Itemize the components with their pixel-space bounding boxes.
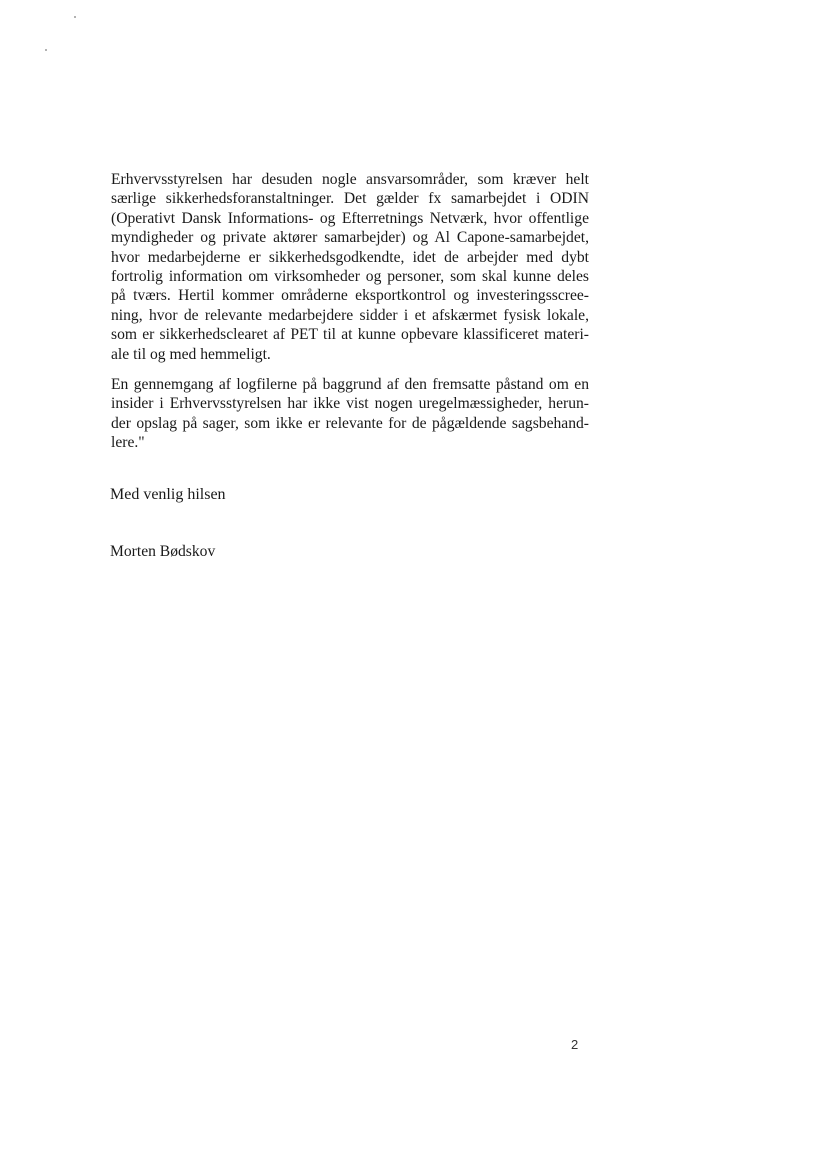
signature-name: Morten Bødskov xyxy=(110,543,216,560)
text-line: ale til og med hemmeligt. xyxy=(111,345,271,363)
text-line: fortrolig information om virksomheder og personer, som skal kunne deles xyxy=(111,268,589,286)
scan-speck xyxy=(45,49,47,51)
text-line: lere." xyxy=(111,434,145,452)
text-line: myndigheder og private aktører samarbejder) og Al Capone-samarbejdet, xyxy=(111,229,589,247)
scan-speck xyxy=(74,16,76,18)
text-line: (Operativt Dansk Informations- og Efterretnings Netværk, hvor offentlige xyxy=(111,209,589,227)
closing-salutation: Med venlig hilsen xyxy=(110,486,226,503)
text-line: hvor medarbejderne er sikkerhedsgodkendte, idet de arbejder med dybt xyxy=(111,248,589,266)
text-line: som er sikkerhedsclearet af PET til at kunne opbevare klassificeret materi- xyxy=(111,326,589,344)
text-line: insider i Erhvervsstyrelsen har ikke vist nogen uregelmæssigheder, herun- xyxy=(111,395,589,413)
text-line: på tværs. Hertil kommer områderne eksportkontrol og investeringsscree- xyxy=(111,287,589,305)
page-number: 2 xyxy=(571,1037,579,1052)
paragraph-security-areas xyxy=(111,170,589,364)
text-line: En gennemgang af logfilerne på baggrund af den fremsatte påstand om en xyxy=(111,376,589,393)
text-line: særlige sikkerhedsforanstaltninger. Det gælder fx samarbejdet i ODIN xyxy=(111,190,589,208)
text-line: der opslag på sager, som ikke er relevante for de pågældende sagsbehand- xyxy=(111,414,589,432)
text-line: Erhvervsstyrelsen har desuden nogle ansvarsområder, som kræver helt xyxy=(111,171,589,188)
paragraph-logfile-review xyxy=(111,375,589,453)
text-line: ning, hvor de relevante medarbejdere sidder i et afskærmet fysisk lokale, xyxy=(111,306,589,324)
